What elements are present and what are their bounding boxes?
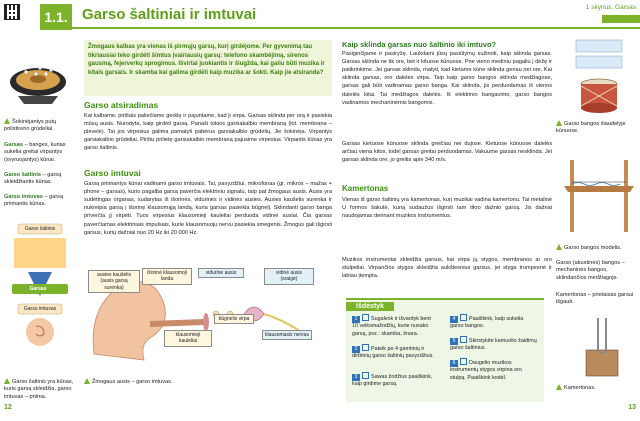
right-heading: Kaip sklinda garsas nuo šaltinio iki imtuvo? <box>342 40 497 49</box>
ear-label-canal: išorinė klausomoji landa <box>142 268 192 285</box>
gloss-tuning-fork: Kamertonas – prietaisas garsui išgauti. <box>556 292 634 306</box>
task-item: 6 Daugelio muzikos instrumentų stygos virpina oro stulpą. Paaiškink kodėl. <box>450 360 522 381</box>
right-text-4: Muzikos instrumentai skleidžia garsus, kai virpa jų stygos, membranos ar oro stulpeliai. Virpančios stygos skleidžia aukštesnius garsus, jei styga trumpesnė ir labiau įtempta. <box>342 257 552 280</box>
speaker-base <box>18 96 58 104</box>
ear-label-nerve: klausomasis nervas <box>262 330 312 340</box>
section-heading-origin: Garso atsiradimas <box>84 100 159 110</box>
chapter-tab <box>602 15 640 23</box>
task-item: 2 Pateik po 4 gamtinių ir dirbtinių garso šaltinių pavyzdžius. <box>352 346 434 360</box>
header-rule <box>72 27 640 29</box>
page-number-left: 12 <box>4 404 12 411</box>
gloss-acoustic-waves: Garso (akustinės) bangos – mechaninės bangos, sklindančios medžiagoje. <box>556 260 625 281</box>
gloss-imtuvas: Garso imtuvas – garsą priimantis kūnas. <box>4 194 64 208</box>
section-heading-receivers: Garso imtuvai <box>84 168 141 178</box>
caption-wave-model: Garso bangos modelis. <box>556 244 638 252</box>
intro-box: Žmogaus kalbas yra vienas iš pirmųjų garsų, kurį girdėjome. Per gyvenimą tau tikriausiai teko girdėti šimtus įvairiausių garsų: telefono skambėjimą, sirenos gausmą, fejerverkų sprogimus. Išvirtai juokiantis ir šiugžda, kai galiu būti muzika ir kitais garsais. Ir skamba kai galima girdėti kaip muzika ar šokti. Kaip jie atsiranda? <box>84 40 332 96</box>
diagram-label-sound: Garsas <box>29 286 47 292</box>
page-title: Garso šaltiniai ir imtuvai <box>82 6 257 23</box>
section-text-receivers: Garsą priimantys kūnai vadinami garso imtuvais. Tai, pavyzdžiui, mikrofonas (gr. mikros – mažas + phone – garsas), kurio pagalba garsą paverčia elektriniu signalu, taip pat žmogaus ausis. Ausis yra sudėtingas organas, sudarytas iš išorinės, vidurinės ir vidinės ausies. Ausies kaušelis surenka ir nukreipia garsą į išorinę klausomąją landą, kuria garsas pasiekia būgnelį. Sklindanti garso banga priverčia jį virpėti. Tuos virpesius klausomieji kauleliai perduoda vidinei ausiai. Čia garsas paverčiamas elektriniais impulsais, kurie klausomuoju nervu pasiekia smegenis. Žmogus gali išgirsti garsus, kurių dažniai nuo 20 Hz iki 20 000 Hz. <box>84 181 332 236</box>
ear-label-ossicles: klausomieji kauleliai <box>164 330 212 347</box>
ear-label-inner: vidinė ausis (sraigė) <box>264 268 314 285</box>
section-number: 1.1. <box>40 4 72 30</box>
caption-fork: Kamertonas. <box>556 384 638 392</box>
wave-model-illustration <box>562 142 636 242</box>
right-text-1: Pasiginčijame ir pasiryžę. Laukdami jūsų pasiūlymų sužinoti, kaip sklinda garsas. Garsas sklinda ne tik ore, bet ir kituose kūnuose. Prie vieno mediniu pagaliu į dėžę ir patikrinkime. Jei garsas sklinda, matyti, kad kietame kūne sklinda geriau nei ore. Kai sklinda garsas, oro dalelės virpa. Taip kaip garso bangos sklinda medžiagose, garsas gali būti vadinamas garso banga. Kai sklinda, jis perduodamas iš vienos dalelės kitai. Tai medžiagos dalelės. Iš elektrinio bangavimo, garso bangos vadinamos mechaninėmis bangomis. <box>342 51 552 106</box>
triangle-icon <box>4 378 10 384</box>
task-item: 3 Sawas žodžius paaiškink, kaip girdime garsą. <box>352 374 433 388</box>
gloss-garsas: Garsas – banges, kurias sukelia greitai virpantys (svyruojantys) kūnai. <box>4 142 66 163</box>
right-text-3: Vienas iš garso šaltinių yra kamertonas, kurį muzikai vadina kamertonu. Tai metalinė U formos šakutė, kurią sudaužus išgirsti tam tikro dažnio garsą. Jis dažnai naudojamas derinant muzikos instrumentus. <box>342 197 552 220</box>
speaker-illustration <box>6 52 70 112</box>
section-text-origin: Kai kalbame, pirštais paliečiame gerklę ir pajuntame, kad ji virpa. Garsas sklinda per orą ir pasiekia mūsų ausis. Nurodyta, kaip girdėti garsą. Panaši tokios garsiakalbio membraną (lot. membrana – plėvelė). Tai jos virpesius galima pamatyti pabėrus garsiakalbio grūdelių. Jie šokinėja. Virpantys garsiakalbio grūdeliai. Pirštu prilietę garsiakalbio membraną pajusime virpesius. Virpantis kūnas yra garso šaltinis. <box>84 113 332 152</box>
triangle-icon <box>556 384 562 390</box>
ear-label-eardrum: būgnelis virpa <box>214 314 254 324</box>
task-item: 5 Skirstykite kamuolio žaidimų garso šaltinius. <box>450 338 537 352</box>
ear-canal <box>150 322 204 324</box>
tuning-fork-illustration <box>580 310 624 382</box>
triangle-icon <box>84 378 90 384</box>
diagram-label-source: Garso šaltinis <box>24 226 56 232</box>
ear-label-pinna: ausies kaušelis (ausis garsą surenka) <box>88 270 140 293</box>
speaker-caption: Šokinėjantys putų polistireno grūdeliai. <box>4 119 57 133</box>
ear-label-middle: vidurinė ausis <box>198 268 244 278</box>
triangle-icon <box>4 118 10 124</box>
triangle-icon <box>556 244 562 250</box>
drum-illustration <box>566 34 632 118</box>
chapter-label: 1 skyrius. Garsas <box>585 4 636 11</box>
source-image <box>14 238 66 268</box>
page-number-right: 13 <box>628 404 636 411</box>
task-item: 4 Paaiškink, kaip sukelia garso bangos. <box>450 316 524 330</box>
subheading-tuning-fork: Kamertonas <box>342 184 389 193</box>
ear-caption: Žmogaus ausis – garso imtuvas. <box>84 378 332 386</box>
task-item: 1 Sugalvok ir išvardyk bent 10 veiksmažodžių, kurie nusako garsą, pvz.: skamba, šnara. <box>352 316 431 337</box>
receiver-ear <box>26 318 54 346</box>
triangle-icon <box>556 120 562 126</box>
diagram-label-receiver: Garso imtuvas <box>23 306 57 312</box>
tasks-panel <box>346 298 544 402</box>
caption-drum: Garso bangos šiaudelyje kūnuose. <box>556 121 626 135</box>
source-caption: Garso šaltinis yra kūnas, kuris garsą skleidžia, garso imtuvas – priima. <box>4 379 74 400</box>
qr-code[interactable] <box>4 4 20 20</box>
tasks-title: Išdėstyk <box>346 302 394 311</box>
eardrum <box>203 313 209 331</box>
speaker-center <box>30 75 46 83</box>
right-text-2: Garsas kietuose kūnuose sklinda greičiau nei dujose. Kietuose kūnuose dalelės arčiau viena kitos, todėl garsas greitai perduodamas. Vakuume garsas nesklinda. Jei garsas sklinda ore, jo greitis apie 340 m/s. <box>342 141 552 164</box>
gloss-saltinis: Garso šaltinis – garsą skleidžiantis kūnas. <box>4 172 62 186</box>
